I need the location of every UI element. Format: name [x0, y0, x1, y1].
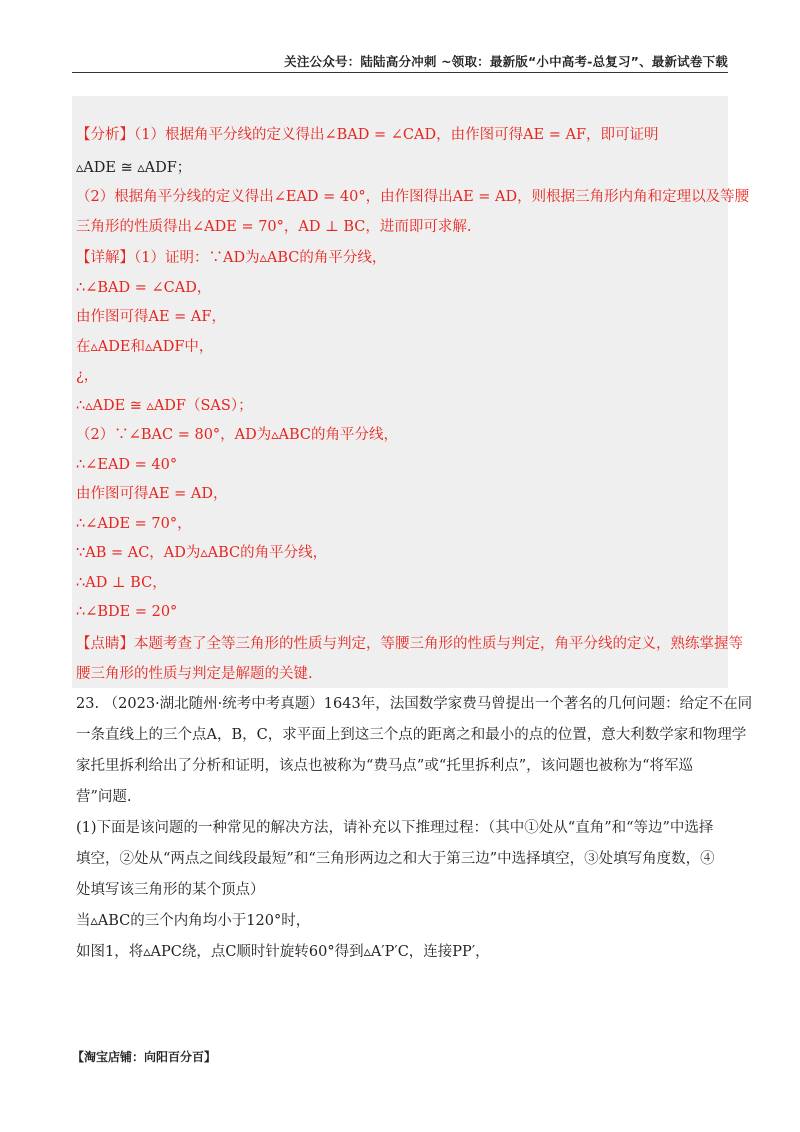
detail-line: ∴∠EAD = 40° — [76, 457, 178, 473]
page-footer: 【淘宝店铺：向阳百分百】 — [72, 1050, 217, 1064]
question-line: (1)下面是该问题的一种常见的解决方法，请补充以下推理过程：（其中①处从“直角”和“等边”中选择 — [76, 820, 714, 836]
question-line: 营”问题. — [76, 789, 132, 805]
header-text: 关注公众号：陆陆高分冲刺 ~领取：最新版“小中高考-总复习”、最新试卷下载 — [284, 54, 728, 69]
analysis-line: （2）根据角平分线的定义得出∠EAD = 40°，由作图得出AE = AD，则根据三角形内角和定理以及等腰 — [76, 189, 750, 205]
answer-box — [72, 96, 728, 688]
detail-line: ∴∠ADE = 70°， — [76, 516, 192, 532]
comment-line: 【点睛】本题考查了全等三角形的性质与判定，等腰三角形的性质与判定，角平分线的定义，熟练掌握等 — [76, 636, 743, 652]
detail-line: ¿， — [76, 368, 99, 384]
detail-line: 由作图可得AE = AD， — [76, 486, 228, 502]
detail-line: 在▵ADE和▵ADF中， — [76, 339, 214, 355]
detail-line: ∵AB = AC，AD为▵ABC的角平分线， — [76, 545, 328, 561]
analysis-line: 【分析】（1）根据角平分线的定义得出∠BAD = ∠CAD，由作图可得AE = AF，即可证明 — [76, 127, 659, 143]
question-line: 填空，②处从“两点之间线段最短”和“三角形两边之和大于第三边”中选择填空，③处填写角度数，④ — [76, 851, 715, 867]
detail-line: 【详解】（1）证明：∵AD为▵ABC的角平分线， — [76, 250, 387, 266]
question-line: 处填写该三角形的某个顶点） — [76, 882, 265, 898]
question-line: 一条直线上的三个点A，B，C，求平面上到这三个点的距离之和最小的点的位置，意大利数学家和物理学 — [76, 727, 747, 743]
question-line: 如图1，将▵APC绕，点C顺时针旋转60°得到▵A′P′C，连接PP′， — [76, 944, 490, 960]
question-line: 23. （2023·湖北随州·统考中考真题）1643年，法国数学家费马曾提出一个著名的几何问题：给定不在同 — [76, 696, 753, 712]
page-header — [72, 48, 728, 73]
detail-line: ∴∠BDE = 20° — [76, 604, 178, 620]
detail-line: ∴∠BAD = ∠CAD， — [76, 280, 212, 296]
detail-line: ∴▵ADE ≅ ▵ADF（SAS）； — [76, 398, 253, 414]
detail-line: （2）∵∠BAC = 80°，AD为▵ABC的角平分线， — [76, 427, 399, 443]
analysis-line: ▵ADE ≅ ▵ADF； — [76, 160, 192, 176]
comment-line: 腰三角形的性质与判定是解题的关键. — [76, 666, 313, 682]
question-line: 家托里拆利给出了分析和证明，该点也被称为“费马点”或“托里拆利点”，该问题也被称为“将军巡 — [76, 758, 694, 774]
question-line: 当▵ABC的三个内角均小于120°时， — [76, 913, 311, 929]
detail-line: ∴AD ⊥ BC， — [76, 575, 167, 591]
analysis-line: 三角形的性质得出∠ADE = 70°，AD ⊥ BC，进而即可求解. — [76, 219, 472, 235]
detail-line: 由作图可得AE = AF， — [76, 309, 226, 325]
